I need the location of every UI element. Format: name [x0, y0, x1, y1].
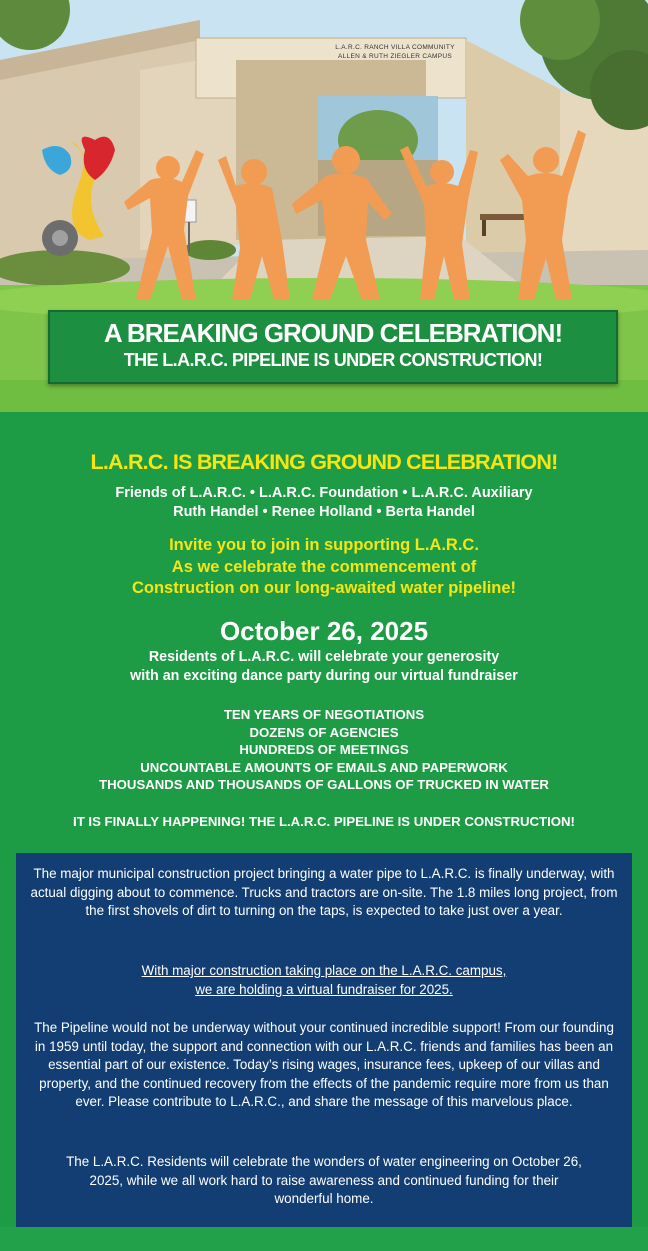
hosts-list	[0, 484, 648, 522]
residents-message	[0, 648, 648, 686]
banner-subtitle: THE L.A.R.C. PIPELINE IS UNDER CONSTRUCTION!	[123, 350, 543, 370]
hosts-line: Ruth Handel • Renee Holland • Berta Handel	[173, 504, 475, 520]
campus-sign-line2: ALLEN & RUTH ZIEGLER CAMPUS	[338, 53, 452, 60]
campus-sign-line1: L.A.R.C. RANCH VILLA COMMUNITY	[335, 44, 455, 51]
bottom-strip	[0, 1227, 648, 1251]
invite-line: Construction on our long-awaited water pipeline!	[131, 579, 517, 597]
invite-message	[0, 535, 648, 600]
details-box	[16, 853, 632, 1227]
fundraiser-link-line1[interactable]: With major construction taking place on the L.A.R.C. campus,	[141, 963, 507, 978]
event-date: October 26, 2025	[219, 616, 429, 646]
invite-line: As we celebrate the commencement of	[171, 557, 477, 576]
invitation-heading: L.A.R.C. IS BREAKING GROUND CELEBRATION!	[90, 450, 558, 474]
hosts-line: Friends of L.A.R.C. • L.A.R.C. Foundation • L.A.R.C. Auxiliary	[115, 485, 533, 501]
residents-line: Residents of L.A.R.C. will celebrate your generosity	[148, 649, 500, 665]
invitation-section	[0, 412, 648, 852]
finally-happening-text: IT IS FINALLY HAPPENING! THE L.A.R.C. PIPELINE IS UNDER CONSTRUCTION!	[73, 814, 575, 829]
facts-list	[0, 706, 648, 794]
hero-illustration	[0, 0, 648, 412]
details-paragraph-1: The major municipal construction project bringing a water pipe to L.A.R.C. is finally underway, with actual digging about to commence. Trucks and tractors are on-site. The 1.8 miles long project, from the first shovels of dirt to turning on the taps, is expected to take just over a year.	[30, 866, 618, 919]
invite-line: Invite you to join in supporting L.A.R.C.	[169, 536, 479, 554]
hero-banner	[48, 310, 618, 384]
banner-title: A BREAKING GROUND CELEBRATION!	[103, 318, 563, 348]
details-paragraph-3: The Pipeline would not be underway without your continued incredible support! From our founding in 1959 until today, the support and connection with our L.A.R.C. friends and families has been an essential part of our existence. Today’s rising wages, insurance fees, upkeep of our villas and property, and the continued recovery from the effects of the pandemic require more from us than ever. Please contribute to L.A.R.C., and share the message of this marvelous place.	[34, 1020, 614, 1110]
fact-item: TEN YEARS OF NEGOTIATIONS	[223, 707, 425, 722]
fundraiser-link-line2[interactable]: we are holding a virtual fundraiser for 2025.	[195, 982, 453, 997]
fact-item: UNCOUNTABLE AMOUNTS OF EMAILS AND PAPERWORK	[140, 759, 508, 775]
fact-item: HUNDREDS OF MEETINGS	[239, 742, 409, 758]
fact-item: DOZENS OF AGENCIES	[249, 724, 399, 740]
details-paragraph-4: The L.A.R.C. Residents will celebrate the wonders of water engineering on October 26, 2025, while we all work hard to raise awareness and continued funding for their wonderful home.	[66, 1154, 582, 1207]
residents-line: with an exciting dance party during our virtual fundraiser	[130, 668, 518, 684]
fact-item: THOUSANDS AND THOUSANDS OF GALLONS OF TRUCKED IN WATER	[99, 777, 549, 793]
